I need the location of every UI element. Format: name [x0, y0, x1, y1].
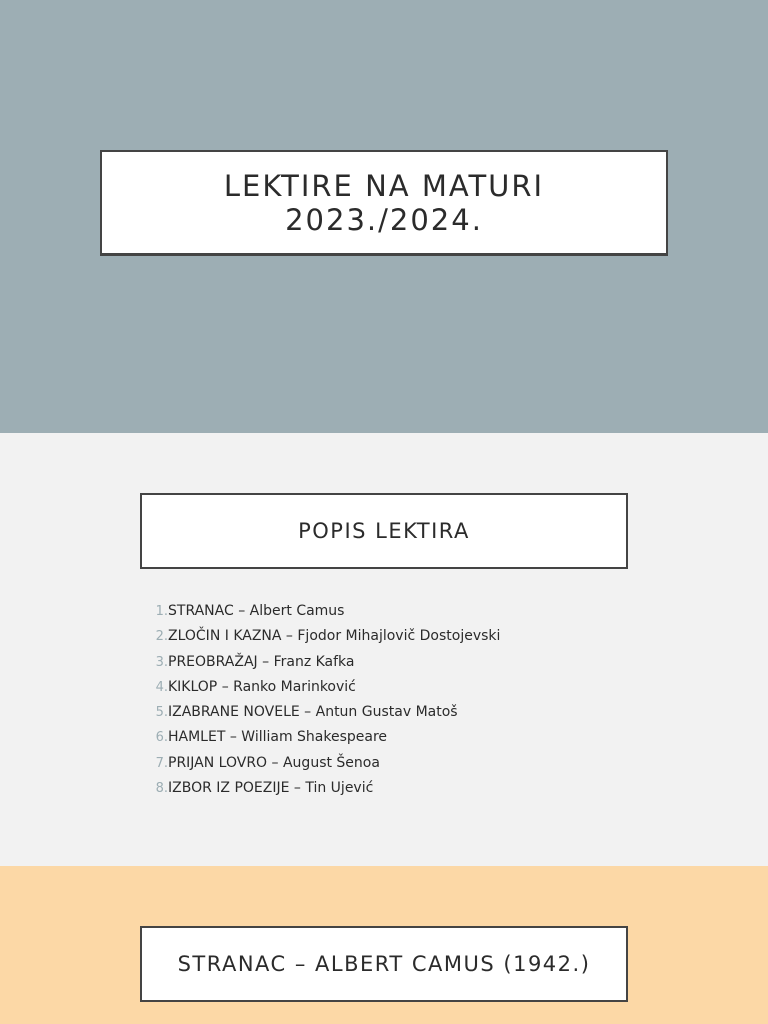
stranac-heading: STRANAC – ALBERT CAMUS (1942.) — [177, 952, 591, 976]
list-item-number: 7. — [155, 755, 168, 771]
list-item-number: 2. — [155, 629, 168, 645]
book-list — [140, 599, 500, 801]
list-item-text: PRIJAN LOVRO – August Šenoa — [168, 754, 380, 771]
title-line-1: LEKTIRE NA MATURI — [223, 168, 545, 203]
slide-stranac — [0, 866, 768, 1024]
list-item-text: IZABRANE NOVELE – Antun Gustav Matoš — [168, 704, 458, 721]
list-item-number: 4. — [155, 679, 168, 695]
list-item-text: STRANAC – Albert Camus — [168, 603, 345, 619]
list-item-text: PREOBRAŽAJ – Franz Kafka — [168, 653, 355, 670]
list-item — [140, 776, 500, 801]
title-box — [100, 150, 668, 256]
list-item-number: 8. — [155, 781, 168, 797]
slide-book-list — [0, 433, 768, 866]
list-item-number: 6. — [155, 730, 168, 746]
list-item-text: KIKLOP – Ranko Marinković — [168, 678, 356, 695]
list-item-number: 5. — [155, 705, 168, 721]
list-item-text: IZBOR IZ POEZIJE – Tin Ujević — [168, 780, 374, 797]
list-item — [140, 700, 500, 725]
list-item — [140, 650, 500, 675]
list-heading: POPIS LEKTIRA — [298, 519, 470, 543]
stranac-heading-box — [140, 926, 628, 1002]
list-item — [140, 725, 500, 750]
slide-title — [0, 0, 768, 433]
list-heading-box — [140, 493, 628, 569]
list-item — [140, 599, 500, 624]
list-item-text: HAMLET – William Shakespeare — [168, 729, 388, 746]
list-item-number: 1. — [155, 604, 168, 619]
title-line-2: 2023./2024. — [285, 202, 483, 237]
list-item — [140, 624, 500, 649]
list-item — [140, 675, 500, 700]
list-item — [140, 751, 500, 776]
list-item-number: 3. — [155, 654, 168, 670]
list-item-text: ZLOČIN I KAZNA – Fjodor Mihajlovič Dostojevski — [168, 628, 501, 645]
